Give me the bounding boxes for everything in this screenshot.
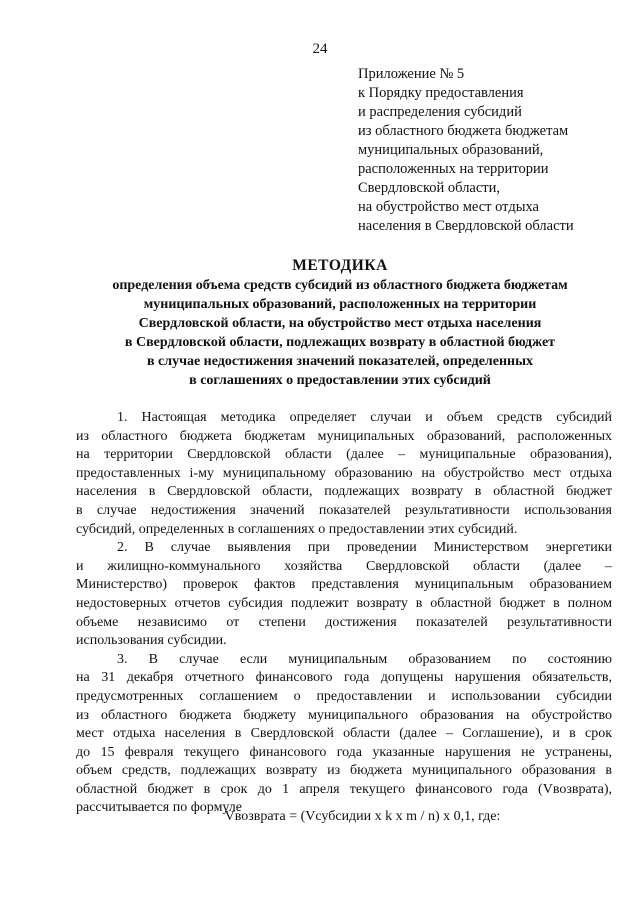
paragraph-line: Министерство) проверок фактов представления муниципальным образованием (76, 577, 612, 593)
paragraph-line: предоставленных i-му муниципальному образованию на обустройство мест отдыха (76, 465, 612, 481)
paragraph-line: на 31 декабря отчетного финансового года допущены нарушения обязательств, (76, 670, 612, 686)
paragraph-2 (76, 539, 612, 651)
document-title (40, 256, 640, 390)
appendix-line: к Порядку предоставления (358, 85, 524, 101)
title-subtitle (40, 276, 640, 390)
subtitle-line: Свердловской области, на обустройство мест отдыха населения (138, 316, 542, 331)
paragraph-line: предусмотренных соглашением о предоставлении и использовании субсидии (76, 688, 612, 704)
appendix-line: на обустройство мест отдыха (358, 199, 539, 215)
subtitle-line: в соглашениях о предоставлении этих субсидий (189, 373, 491, 388)
appendix-line: расположенных на территории (358, 161, 549, 177)
paragraph-line: из областного бюджета бюджетам муниципальных образований, расположенных (76, 428, 612, 444)
subtitle-line: муниципальных образований, расположенных на территории (143, 297, 537, 312)
appendix-line: Свердловской области, (358, 180, 501, 196)
title-main: МЕТОДИКА (292, 257, 388, 274)
paragraph-line: в случае недостижения значений показателей результативности использования (76, 502, 612, 518)
paragraph-line: 2. В случае выявления при проведении Министерством энергетики (117, 540, 612, 556)
paragraph-line: областной бюджет в срок до 1 апреля текущего финансового года (Vвозврата), (76, 781, 612, 797)
appendix-line: из областного бюджета бюджетам (358, 123, 569, 139)
paragraph-line: 1. Настоящая методика определяет случаи и объем средств субсидий (117, 410, 612, 425)
paragraph-line: использования субсидии. (76, 633, 227, 649)
paragraph-line: рассчитывается по формуле (76, 800, 243, 816)
appendix-line: населения в Свердловской области (358, 218, 574, 234)
paragraph-line: объеме независимо от степени достижения показателей результативности (76, 614, 612, 630)
paragraph-line: 3. В случае если муниципальным образованием по состоянию (117, 651, 612, 667)
paragraph-line: и жилищно-коммунального хозяйства Свердловской области (далее – (76, 558, 612, 574)
page-number: 24 (312, 41, 328, 57)
paragraph-line: субсидий, определенных в соглашениях о предоставлении этих субсидий. (76, 521, 518, 537)
paragraph-1 (76, 409, 612, 539)
subtitle-line: в Свердловской области, подлежащих возврату в областной бюджет (124, 335, 556, 350)
formula: Vвозврата = (Vсубсидии x k x m / n) x 0,1, где: (224, 809, 501, 824)
paragraph-3 (76, 651, 612, 818)
appendix-line: и распределения субсидий (358, 104, 522, 120)
appendix-header (358, 65, 628, 236)
subtitle-line: определения объема средств субсидий из областного бюджета бюджетам (112, 278, 568, 293)
appendix-line: Приложение № 5 (358, 66, 465, 82)
paragraph-line: недостоверных отчетов субсидия подлежит возврату в областной бюджет в полном (76, 595, 612, 611)
paragraph-line: из областного бюджета бюджету муниципального образования на обустройство (76, 707, 612, 723)
appendix-line: муниципальных образований, (358, 142, 544, 158)
paragraph-line: до 15 февраля текущего финансового года указанные нарушения не устранены, (76, 744, 612, 760)
subtitle-line: в случае недостижения значений показателей, определенных (146, 354, 534, 369)
paragraph-line: мест отдыха населения в Свердловской области (далее – Соглашение), и в срок (76, 726, 612, 742)
paragraph-line: на территории Свердловской области (далее – муниципальные образования), (76, 447, 612, 463)
paragraph-line: населения в Свердловской области, подлежащих возврату в областной бюджет (76, 484, 612, 500)
document-body (76, 409, 612, 818)
paragraph-line: объем средств, подлежащих возврату из бюджета муниципального образования в (76, 763, 612, 779)
